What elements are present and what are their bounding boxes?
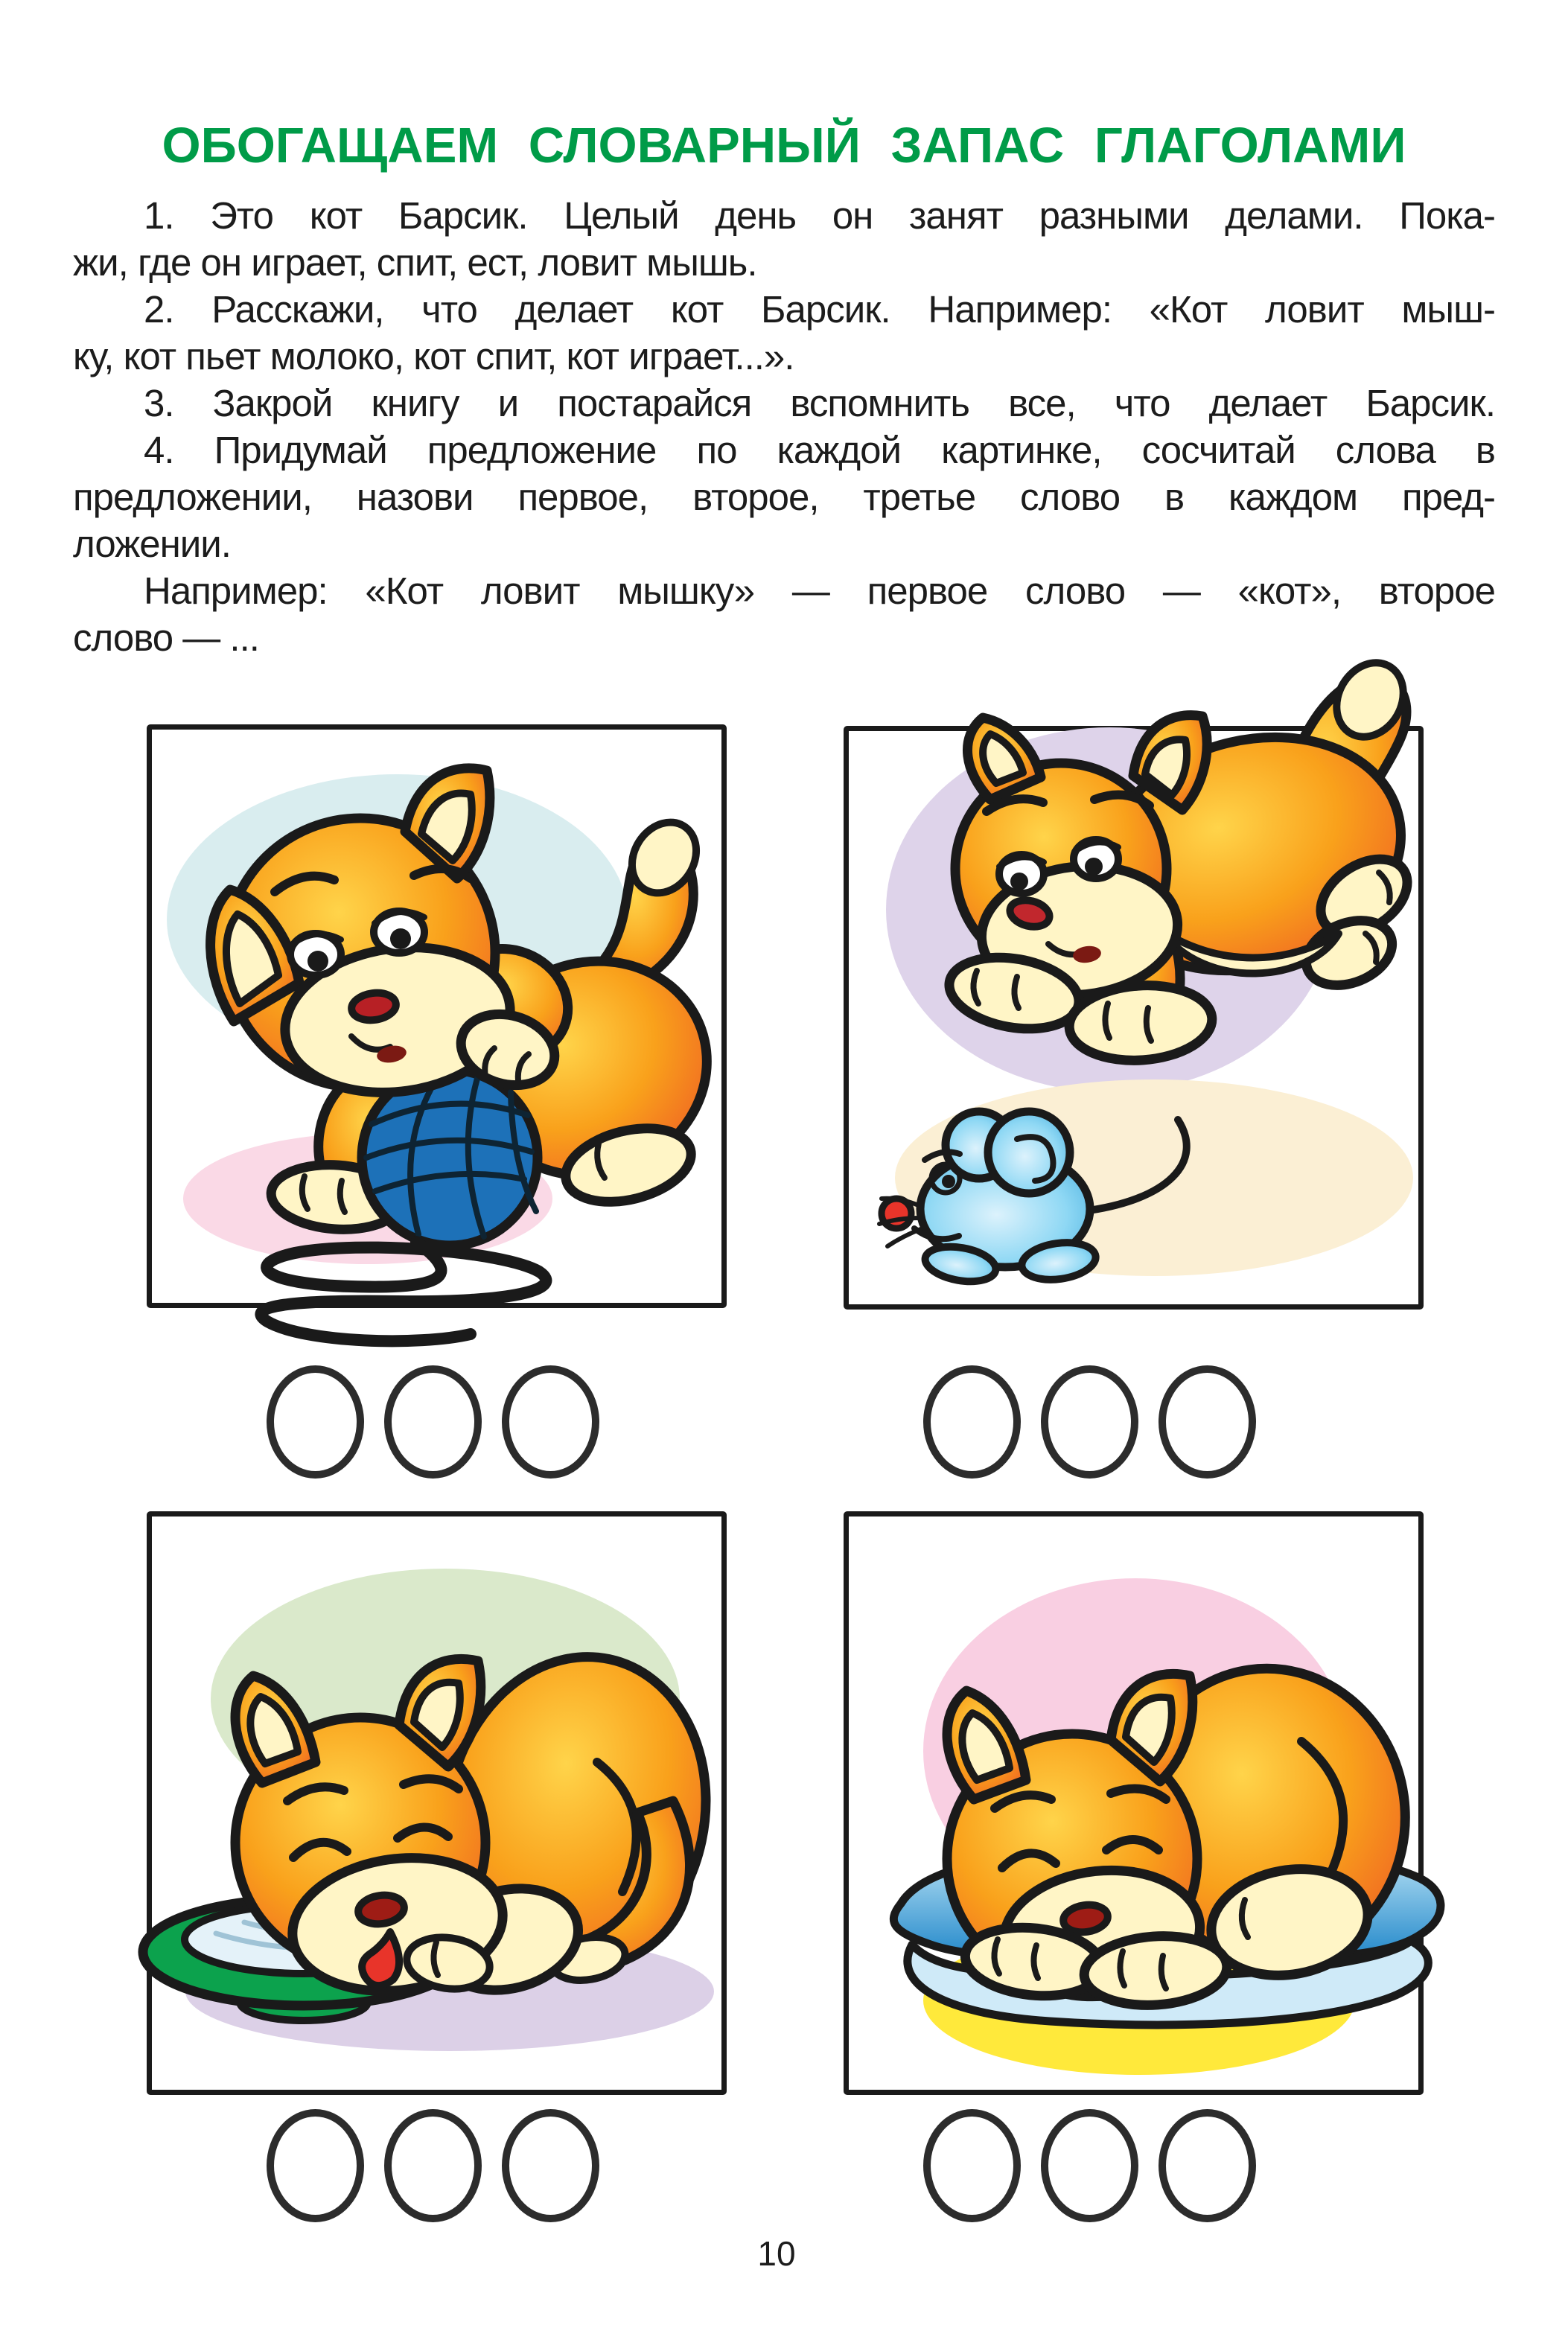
panel-cat-drinking xyxy=(147,1511,727,2095)
word-count-circle xyxy=(502,1365,599,1479)
instruction-line: 4. Придумай предложение по каждой картинке, сосчитай слова в xyxy=(144,429,1495,471)
nose xyxy=(350,990,398,1023)
instruction-line: предложении, назови первое, второе, третье слово в каждом пред- xyxy=(73,476,1495,518)
panel-cat-catching-mouse xyxy=(844,726,1424,1310)
word-count-circles-panel-3 xyxy=(267,2109,599,2222)
word-count-circle xyxy=(923,2109,1021,2222)
word-count-circle xyxy=(1041,1365,1138,1479)
instruction-line: 1. Это кот Барсик. Целый день он занят разными делами. Пока- xyxy=(144,194,1495,237)
cat-catching-mouse-illustration xyxy=(849,731,1418,1304)
nose xyxy=(1062,1902,1109,1935)
word-count-circle xyxy=(1159,2109,1256,2222)
panel-cat-playing xyxy=(147,724,727,1308)
kitten-playing xyxy=(211,768,738,1341)
eye-left xyxy=(290,934,341,975)
eye-right xyxy=(374,911,424,953)
page-title: ОБОГАЩАЕМ СЛОВАРНЫЙ ЗАПАС ГЛАГОЛАМИ xyxy=(162,117,1406,173)
word-count-circle xyxy=(1041,2109,1138,2222)
eye-left xyxy=(999,855,1044,893)
word-count-circles-panel-4 xyxy=(923,2109,1256,2222)
instruction-line: 3. Закрой книгу и постарайся вспомнить все, что делает Барсик. xyxy=(144,382,1495,424)
instruction-line: жи, где он играет, спит, ест, ловит мышь. xyxy=(73,241,757,284)
word-count-circle xyxy=(384,2109,482,2222)
page-number: 10 xyxy=(757,2234,796,2273)
instruction-line: 2. Расскажи, что делает кот Барсик. Например: «Кот ловит мыш- xyxy=(144,288,1495,331)
panel-cat-sleeping xyxy=(844,1511,1424,2095)
instruction-line: Например: «Кот ловит мышку» — первое слово — «кот», второе xyxy=(144,570,1495,612)
cat-playing-with-yarn-illustration xyxy=(152,730,721,1303)
word-count-circle xyxy=(267,2109,364,2222)
instruction-line: ложении. xyxy=(73,523,231,565)
cat-drinking-milk-illustration xyxy=(152,1516,721,2090)
nose xyxy=(357,1892,407,1927)
instruction-line: слово — ... xyxy=(73,616,259,659)
word-count-circles-panel-2 xyxy=(923,1365,1256,1479)
word-count-circle xyxy=(384,1365,482,1479)
kitten-pouncing xyxy=(943,651,1429,1065)
word-count-circle xyxy=(267,1365,364,1479)
instructions-block xyxy=(73,192,1495,661)
word-count-circle xyxy=(923,1365,1021,1479)
word-count-circle xyxy=(502,2109,599,2222)
cat-sleeping-illustration xyxy=(849,1516,1418,2090)
instruction-line: ку, кот пьет молоко, кот спит, кот играет...». xyxy=(73,335,794,377)
word-count-circles-panel-1 xyxy=(267,1365,599,1479)
word-count-circle xyxy=(1159,1365,1256,1479)
eye-right xyxy=(1074,840,1118,878)
